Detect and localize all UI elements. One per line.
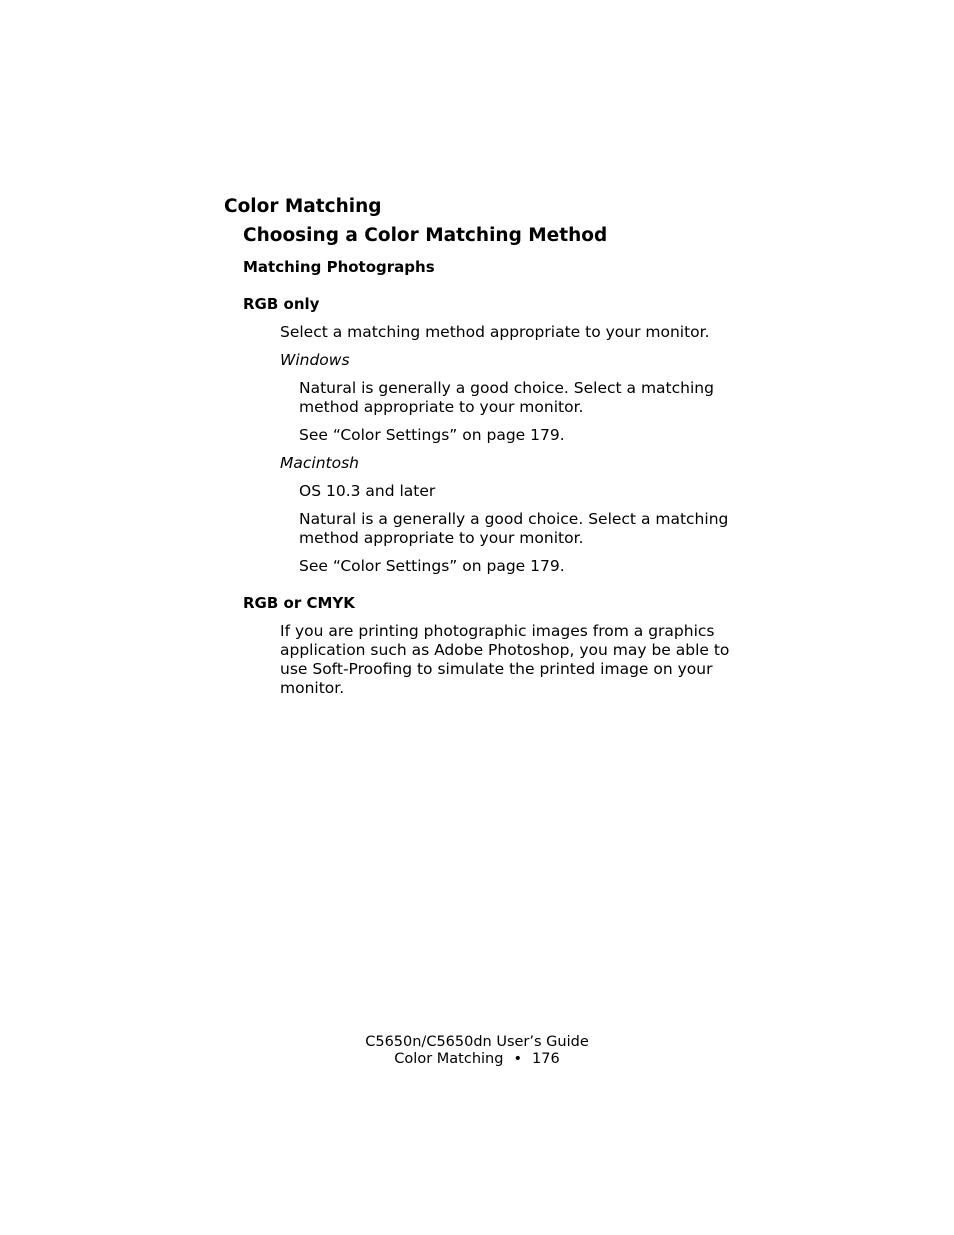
subsection-heading: Matching Photographs [243, 258, 435, 276]
macintosh-text: Natural is a generally a good choice. Select a matching method appropriate to your monitor. [299, 510, 729, 547]
macintosh-see-link[interactable]: See “Color Settings” on page 179. [299, 557, 565, 575]
footer-chapter: Color Matching [394, 1051, 504, 1067]
section-heading: Choosing a Color Matching Method [243, 225, 608, 246]
rgb-cmyk-heading: RGB or CMYK [243, 594, 355, 612]
footer-guide-title: C5650n/C5650dn User’s Guide [365, 1034, 589, 1050]
page-title: Color Matching [224, 196, 382, 217]
windows-text: Natural is generally a good choice. Select a matching method appropriate to your monitor. [299, 379, 714, 416]
macintosh-os: OS 10.3 and later [299, 482, 436, 500]
footer-page-info [0, 1050, 954, 1068]
windows-label: Windows [280, 351, 350, 369]
footer-page-number: 176 [532, 1051, 560, 1067]
rgb-only-intro: Select a matching method appropriate to your monitor. [280, 323, 710, 341]
rgb-cmyk-text: If you are printing photographic images from a graphics application such as Adobe Photoshop, you may be able to use Soft-Proofing to simulate the printed image on your monitor. [280, 622, 730, 697]
rgb-only-heading: RGB only [243, 295, 320, 313]
windows-see-link[interactable]: See “Color Settings” on page 179. [299, 426, 565, 444]
macintosh-label: Macintosh [280, 454, 359, 472]
footer-bullet: • [513, 1051, 522, 1067]
